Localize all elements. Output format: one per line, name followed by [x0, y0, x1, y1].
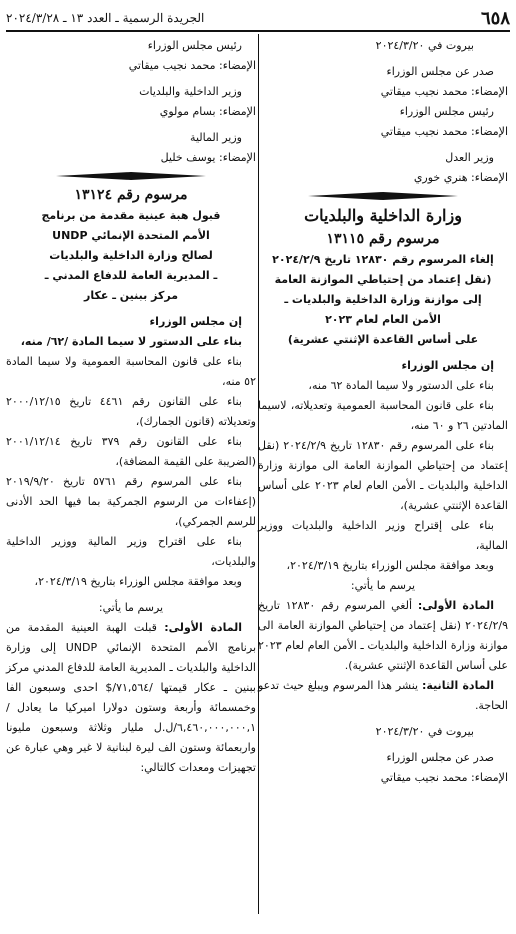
- signer-title: رئيس مجلس الوزراء: [147, 39, 242, 52]
- article-one-label: المادة الأولى:: [417, 599, 494, 612]
- decree-subject-line: إلغاء المرسوم رقم ١٢٨٣٠ تاريخ ٢٠٢٤/٢/٩: [272, 253, 494, 266]
- article-one: [258, 596, 508, 676]
- signature: الإمضاء: محمد نجيب ميقاتي: [380, 85, 508, 98]
- article-two-text: ينشر هذا المرسوم ويبلغ حيث تدعو الحاجة.: [258, 679, 508, 712]
- legal-basis: بناء على المرسوم رقم ٥٧٦١ تاريخ ٢٠١٩/٩/٢٠ (إعفاءات من الرسوم الجمركية بما فيها الحد الأدنى للرسم الجمركي)،: [6, 475, 256, 528]
- legal-basis: بناء على القانون رقم ٤٤٦١ تاريخ ٢٠٠٠/١٢/١٥ وتعديلاته (قانون الجمارك)،: [6, 395, 256, 428]
- legal-basis: بناء على قانون المحاسبة العمومية ولا سيما المادة ٥٢ منه،: [6, 355, 256, 388]
- decree-subject-line: لصالح وزارة الداخلية والبلديات: [49, 249, 213, 262]
- decree-subject-line: الأمم المتحدة الإنمائي UNDP: [52, 229, 210, 242]
- decree-subject-line: مركز ببنين ـ عكار: [83, 289, 178, 302]
- decree-subject-line: الأمن العام لعام ٢٠٢٣: [325, 313, 441, 326]
- signer-title: وزير الداخلية والبلديات: [139, 85, 242, 98]
- signature: الإمضاء: يوسف خليل: [160, 151, 256, 164]
- signature: الإمضاء: محمد نجيب ميقاتي: [128, 59, 256, 72]
- signer-title: رئيس مجلس الوزراء: [399, 105, 494, 118]
- decree-subject-line: قبول هبة عينية مقدمة من برنامج: [41, 209, 221, 222]
- decrees-heading: يرسم ما يأتي:: [350, 579, 416, 592]
- signature: الإمضاء: محمد نجيب ميقاتي: [380, 771, 508, 784]
- issued-by: صدر عن مجلس الوزراء: [386, 65, 494, 78]
- legal-basis: بناء على القانون رقم ٣٧٩ تاريخ ٢٠٠١/١٢/١٤ (الضريبة على القيمة المضافة)،: [6, 435, 256, 468]
- legal-basis: بناء على قانون المحاسبة العمومية وتعديلاته، لاسيما المادتين ٢٦ و ٦٠ منه،: [258, 399, 508, 432]
- signature: الإمضاء: بسام مولوي: [159, 105, 256, 118]
- article-two-label: المادة الثانية:: [422, 679, 494, 692]
- section-divider-ornament: [258, 192, 508, 200]
- section-divider-ornament: [6, 172, 256, 180]
- approval-statement: وبعد موافقة مجلس الوزراء بتاريخ ٢٠٢٤/٣/١٩،: [286, 559, 494, 572]
- decrees-heading: يرسم ما يأتي:: [98, 601, 164, 614]
- right-column: [258, 36, 508, 788]
- decree-subject-line: على أساس القاعدة الإثنتي عشرية): [287, 333, 479, 346]
- decree-title: مرسوم رقم ١٣١١٥: [326, 231, 440, 247]
- signature: الإمضاء: هنري خوري: [413, 171, 508, 184]
- legal-basis: بناء على إقتراح وزير الداخلية والبلديات ووزير المالية،: [258, 519, 508, 552]
- council-heading: إن مجلس الوزراء: [149, 315, 242, 328]
- place-date: بيروت في ٢٠٢٤/٣/٢٠: [375, 39, 474, 52]
- gazette-issue-title: الجريدة الرسمية ـ العدد ١٣ ـ ٢٠٢٤/٣/٢٨: [6, 11, 205, 25]
- page-number: ٦٥٨: [480, 7, 510, 29]
- left-column: [6, 36, 256, 778]
- decree-subject-line: (نقل إعتماد من إحتياطي الموازنة العامة: [274, 273, 492, 286]
- signer-title: وزير المالية: [190, 131, 242, 144]
- signer-title: وزير العدل: [445, 151, 494, 164]
- decree-subject-line: إلى موازنة وزارة الداخلية والبلديات ـ: [284, 293, 482, 306]
- article-one-label: المادة الأولى:: [164, 621, 242, 634]
- decree-title: مرسوم رقم ١٣١٢٤: [74, 187, 188, 203]
- approval-statement: وبعد موافقة مجلس الوزراء بتاريخ ٢٠٢٤/٣/١٩،: [34, 575, 242, 588]
- ministry-heading: وزارة الداخلية والبلديات: [304, 206, 462, 225]
- article-two: [258, 676, 508, 716]
- legal-basis: بناء على الدستور ولا سيما المادة ٦٢ منه،: [308, 379, 494, 392]
- article-one-text: ألغي المرسوم رقم ١٢٨٣٠ تاريخ ٢٠٢٤/٢/٩ (نقل إعتماد من إحتياطي الموازنة العامة الى موازنة وزارة الداخلية والبلديات ـ الأمن العام لعام ٢٠٢٣ على أساس القاعدة الإثنتي عشرية).: [258, 599, 508, 672]
- page-header: [6, 6, 510, 32]
- article-one-text: قبلت الهبة العينية المقدمة من برنامج الأمم المتحدة الإنمائي UNDP إلى وزارة الداخلية والبلديات ـ المديرية العامة للدفاع المدني مركز ببنين ـ عكار قيمتها /٧١,٥٦٤/$ احدى وسبعون الفا وخمسمائة وأربعة وستون دولارا اميركيا ما يعادل /٦,٤٦٠,٠٠٠,٠٠٠,١/ل.ل مليار وثلاثة وسبعون مليونا واربعمائة وستون الف ليرة لبنانية لا غير وهي عبارة عن تجهيزات ومعدات كالتالي:: [6, 621, 257, 774]
- decree-subject-line: ـ المديرية العامة للدفاع المدني ـ: [44, 269, 218, 282]
- signature: الإمضاء: محمد نجيب ميقاتي: [380, 125, 508, 138]
- issued-by: صدر عن مجلس الوزراء: [386, 751, 494, 764]
- legal-basis: بناء على اقتراح وزير المالية ووزير الداخلية والبلديات،: [6, 535, 256, 568]
- legal-basis: بناء على الدستور لا سيما المادة /٦٢/ منه،: [20, 335, 242, 348]
- legal-basis: بناء على المرسوم رقم ١٢٨٣٠ تاريخ ٢٠٢٤/٢/٩ (نقل إعتماد من إحتياطي الموازنة العامة الى موازنة وزارة الداخلية والبلديات ـ الأمن العام لعام ٢٠٢٣ على أساس القاعدة الإثنتي عشرية)،: [258, 439, 508, 512]
- council-heading: إن مجلس الوزراء: [401, 359, 494, 372]
- article-one: [6, 618, 256, 778]
- place-date: بيروت في ٢٠٢٤/٣/٢٠: [375, 725, 474, 738]
